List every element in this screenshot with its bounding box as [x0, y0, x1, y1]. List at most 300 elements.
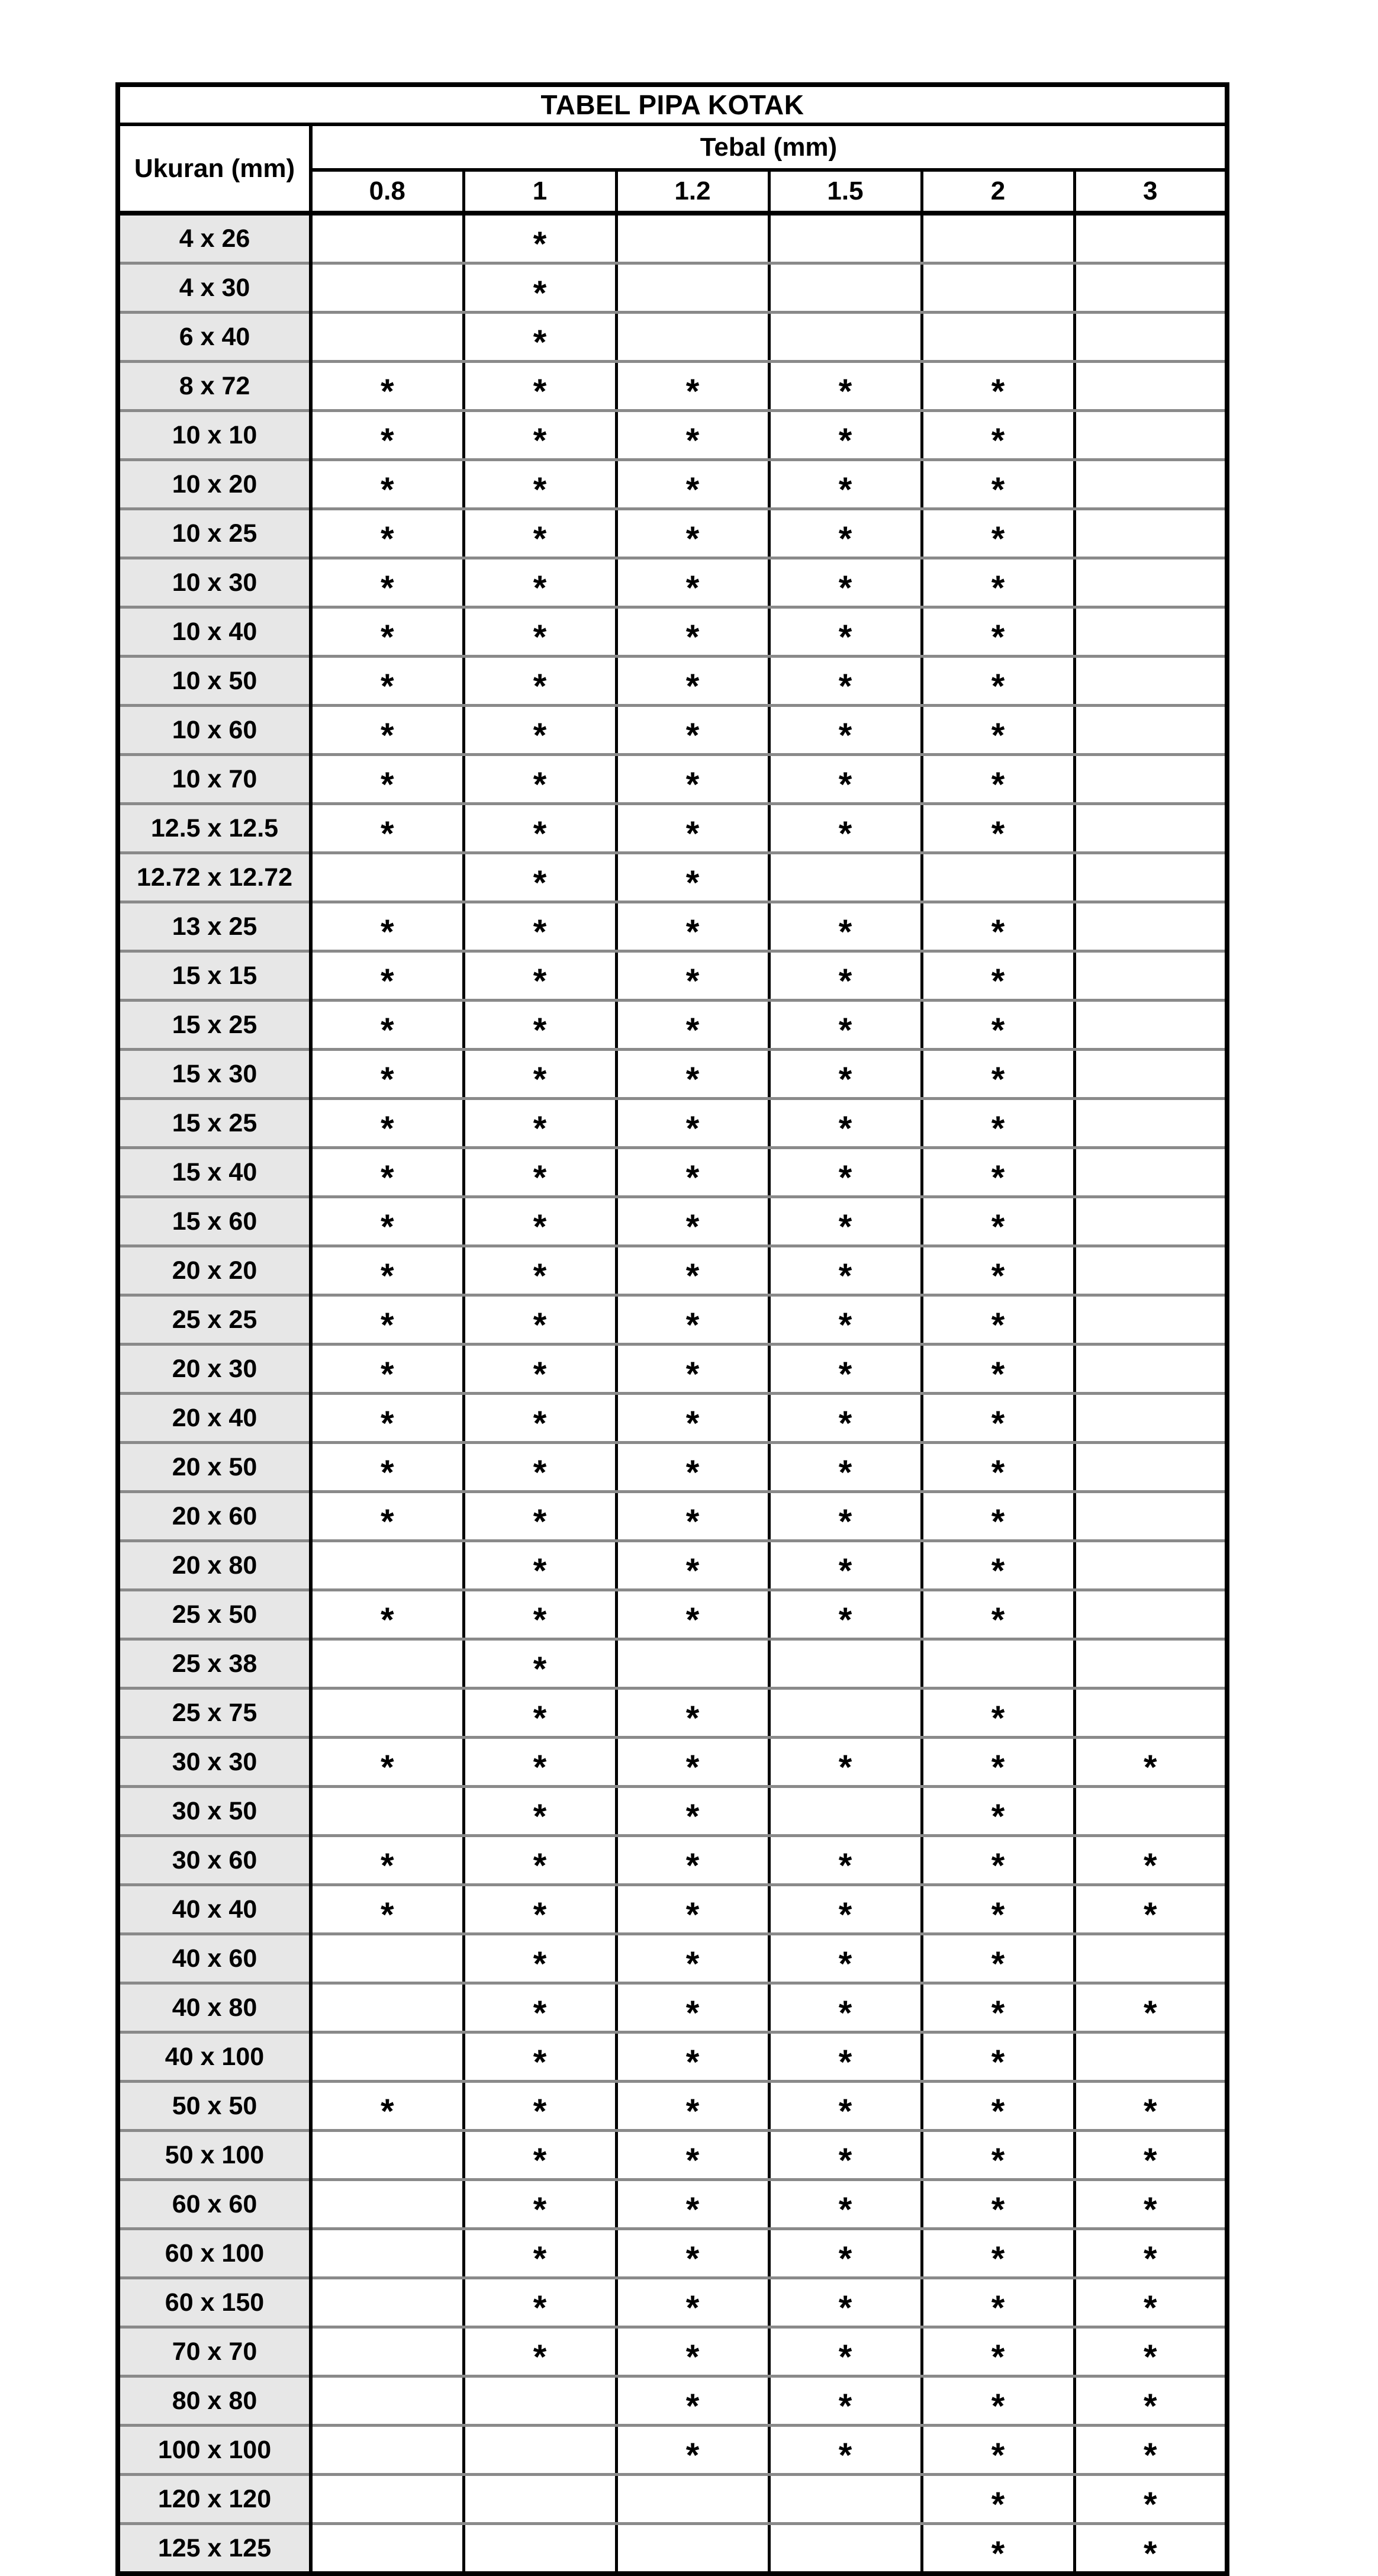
availability-mark: * [1074, 2278, 1227, 2327]
availability-mark: * [616, 2229, 769, 2278]
availability-empty [311, 2278, 463, 2327]
size-label: 15 x 40 [118, 1148, 311, 1197]
availability-mark: * [922, 1099, 1074, 1148]
availability-empty [1074, 1492, 1227, 1541]
size-label: 8 x 72 [118, 362, 311, 411]
availability-empty [769, 2524, 922, 2574]
availability-mark: * [463, 460, 616, 509]
size-label: 15 x 25 [118, 1001, 311, 1050]
availability-mark: * [311, 1492, 463, 1541]
availability-empty [922, 313, 1074, 362]
availability-empty [311, 2376, 463, 2426]
availability-mark: * [769, 755, 922, 804]
availability-mark: * [922, 1885, 1074, 1934]
availability-mark: * [616, 1836, 769, 1885]
availability-mark: * [463, 706, 616, 755]
availability-mark: * [922, 1934, 1074, 1983]
size-label: 12.72 x 12.72 [118, 853, 311, 902]
availability-mark: * [463, 1885, 616, 1934]
availability-mark: * [616, 657, 769, 706]
availability-mark: * [311, 411, 463, 460]
availability-mark: * [616, 1738, 769, 1787]
table-row [118, 213, 1227, 263]
availability-mark: * [616, 1050, 769, 1099]
availability-mark: * [1074, 2426, 1227, 2475]
thickness-header: 1.5 [769, 170, 922, 213]
table-row [118, 2426, 1227, 2475]
size-label: 70 x 70 [118, 2327, 311, 2376]
availability-mark: * [311, 1246, 463, 1295]
availability-mark: * [922, 2475, 1074, 2524]
size-column-header: Ukuran (mm) [118, 124, 311, 213]
availability-mark: * [311, 1345, 463, 1394]
size-label: 30 x 30 [118, 1738, 311, 1787]
size-label: 80 x 80 [118, 2376, 311, 2426]
availability-mark: * [311, 1590, 463, 1639]
availability-mark: * [769, 2426, 922, 2475]
availability-mark: * [1074, 1836, 1227, 1885]
availability-mark: * [616, 1394, 769, 1443]
availability-empty [1074, 1050, 1227, 1099]
table-row [118, 1885, 1227, 1934]
availability-mark: * [922, 706, 1074, 755]
availability-empty [311, 1983, 463, 2033]
availability-mark: * [1074, 2180, 1227, 2229]
availability-mark: * [463, 1639, 616, 1689]
availability-mark: * [463, 558, 616, 607]
availability-mark: * [922, 1787, 1074, 1836]
table-row [118, 1295, 1227, 1345]
table-row [118, 2229, 1227, 2278]
availability-mark: * [463, 902, 616, 951]
availability-mark: * [311, 1001, 463, 1050]
availability-empty [769, 263, 922, 313]
availability-mark: * [463, 1590, 616, 1639]
availability-mark: * [769, 509, 922, 558]
size-label: 15 x 60 [118, 1197, 311, 1246]
availability-mark: * [616, 1099, 769, 1148]
availability-mark: * [922, 1246, 1074, 1295]
size-label: 15 x 15 [118, 951, 311, 1001]
table-row [118, 853, 1227, 902]
table-row [118, 1836, 1227, 1885]
availability-mark: * [616, 902, 769, 951]
availability-mark: * [463, 1099, 616, 1148]
availability-empty [311, 1934, 463, 1983]
availability-mark: * [616, 607, 769, 657]
availability-mark: * [769, 1197, 922, 1246]
table-row [118, 755, 1227, 804]
availability-mark: * [769, 1983, 922, 2033]
availability-empty [1074, 1639, 1227, 1689]
header-row-groups [118, 124, 1227, 170]
table-row [118, 1492, 1227, 1541]
availability-mark: * [311, 1099, 463, 1148]
availability-empty [311, 2033, 463, 2082]
availability-empty [1074, 1345, 1227, 1394]
size-label: 20 x 60 [118, 1492, 311, 1541]
availability-mark: * [311, 1295, 463, 1345]
table-row [118, 2278, 1227, 2327]
size-label: 100 x 100 [118, 2426, 311, 2475]
size-label: 10 x 30 [118, 558, 311, 607]
availability-mark: * [769, 804, 922, 853]
title-row [118, 85, 1227, 124]
availability-mark: * [922, 460, 1074, 509]
availability-mark: * [769, 460, 922, 509]
size-label: 40 x 80 [118, 1983, 311, 2033]
availability-mark: * [1074, 2327, 1227, 2376]
table-row [118, 2327, 1227, 2376]
table-row [118, 706, 1227, 755]
availability-mark: * [616, 755, 769, 804]
availability-empty [311, 263, 463, 313]
size-label: 6 x 40 [118, 313, 311, 362]
availability-mark: * [769, 1492, 922, 1541]
availability-mark: * [463, 607, 616, 657]
availability-mark: * [616, 2082, 769, 2131]
availability-mark: * [616, 706, 769, 755]
availability-mark: * [616, 558, 769, 607]
availability-mark: * [311, 460, 463, 509]
thickness-header: 1.2 [616, 170, 769, 213]
table-row [118, 1738, 1227, 1787]
table-row [118, 2475, 1227, 2524]
availability-mark: * [463, 1836, 616, 1885]
thickness-header: 0.8 [311, 170, 463, 213]
availability-mark: * [311, 1738, 463, 1787]
availability-mark: * [311, 1148, 463, 1197]
availability-empty [311, 2180, 463, 2229]
availability-mark: * [616, 1541, 769, 1590]
availability-mark: * [616, 1148, 769, 1197]
availability-mark: * [922, 2426, 1074, 2475]
table-row [118, 460, 1227, 509]
availability-empty [1074, 607, 1227, 657]
size-label: 25 x 38 [118, 1639, 311, 1689]
availability-mark: * [463, 1050, 616, 1099]
availability-mark: * [922, 2131, 1074, 2180]
availability-mark: * [922, 804, 1074, 853]
size-label: 125 x 125 [118, 2524, 311, 2574]
availability-mark: * [463, 362, 616, 411]
table-row [118, 1443, 1227, 1492]
availability-empty [616, 313, 769, 362]
availability-mark: * [311, 804, 463, 853]
availability-mark: * [311, 607, 463, 657]
availability-empty [1074, 313, 1227, 362]
availability-empty [1074, 1934, 1227, 1983]
availability-empty [311, 1787, 463, 1836]
availability-empty [1074, 1787, 1227, 1836]
availability-empty [1074, 1295, 1227, 1345]
availability-mark: * [922, 1394, 1074, 1443]
availability-empty [1074, 902, 1227, 951]
availability-mark: * [616, 509, 769, 558]
availability-mark: * [311, 902, 463, 951]
availability-mark: * [311, 1050, 463, 1099]
availability-mark: * [769, 2327, 922, 2376]
availability-empty [922, 853, 1074, 902]
availability-mark: * [311, 706, 463, 755]
availability-mark: * [769, 657, 922, 706]
availability-mark: * [769, 1836, 922, 1885]
availability-mark: * [463, 1345, 616, 1394]
availability-mark: * [769, 1050, 922, 1099]
table-row [118, 1050, 1227, 1099]
size-label: 30 x 50 [118, 1787, 311, 1836]
availability-mark: * [463, 1148, 616, 1197]
size-label: 10 x 40 [118, 607, 311, 657]
availability-mark: * [311, 1885, 463, 1934]
size-label: 20 x 30 [118, 1345, 311, 1394]
availability-mark: * [463, 755, 616, 804]
availability-mark: * [1074, 1885, 1227, 1934]
availability-empty [1074, 1197, 1227, 1246]
table-row [118, 2180, 1227, 2229]
size-label: 10 x 60 [118, 706, 311, 755]
availability-mark: * [922, 1050, 1074, 1099]
availability-mark: * [463, 1295, 616, 1345]
availability-mark: * [463, 1246, 616, 1295]
size-label: 25 x 75 [118, 1689, 311, 1738]
availability-mark: * [463, 2229, 616, 2278]
availability-mark: * [463, 1787, 616, 1836]
availability-mark: * [922, 2229, 1074, 2278]
availability-mark: * [311, 2082, 463, 2131]
availability-empty [1074, 1246, 1227, 1295]
table-row [118, 1541, 1227, 1590]
table-row [118, 1689, 1227, 1738]
thickness-group-header: Tebal (mm) [311, 124, 1227, 170]
availability-mark: * [769, 951, 922, 1001]
availability-empty [1074, 1541, 1227, 1590]
thickness-header: 3 [1074, 170, 1227, 213]
table-row [118, 902, 1227, 951]
table-row [118, 1934, 1227, 1983]
availability-mark: * [616, 1001, 769, 1050]
availability-mark: * [922, 1541, 1074, 1590]
availability-mark: * [922, 1001, 1074, 1050]
availability-empty [311, 1541, 463, 1590]
availability-mark: * [922, 1148, 1074, 1197]
availability-mark: * [616, 951, 769, 1001]
availability-mark: * [463, 1541, 616, 1590]
availability-empty [1074, 657, 1227, 706]
size-label: 10 x 25 [118, 509, 311, 558]
availability-mark: * [769, 411, 922, 460]
availability-empty [311, 2524, 463, 2574]
availability-mark: * [769, 706, 922, 755]
availability-mark: * [769, 1885, 922, 1934]
availability-mark: * [463, 263, 616, 313]
availability-empty [1074, 1443, 1227, 1492]
availability-mark: * [311, 951, 463, 1001]
availability-mark: * [922, 509, 1074, 558]
table-row [118, 411, 1227, 460]
availability-empty [311, 2131, 463, 2180]
availability-mark: * [463, 1443, 616, 1492]
availability-empty [1074, 263, 1227, 313]
availability-empty [1074, 804, 1227, 853]
availability-mark: * [922, 902, 1074, 951]
size-label: 40 x 60 [118, 1934, 311, 1983]
availability-mark: * [769, 362, 922, 411]
table-row [118, 1148, 1227, 1197]
availability-mark: * [311, 558, 463, 607]
availability-mark: * [311, 755, 463, 804]
availability-empty [1074, 558, 1227, 607]
availability-empty [311, 853, 463, 902]
table-row [118, 313, 1227, 362]
availability-mark: * [463, 2278, 616, 2327]
availability-mark: * [769, 1345, 922, 1394]
availability-empty [922, 213, 1074, 263]
availability-mark: * [311, 509, 463, 558]
availability-mark: * [616, 362, 769, 411]
size-label: 12.5 x 12.5 [118, 804, 311, 853]
availability-empty [1074, 1099, 1227, 1148]
availability-empty [616, 263, 769, 313]
availability-mark: * [1074, 1983, 1227, 2033]
table-row [118, 1590, 1227, 1639]
availability-mark: * [616, 2376, 769, 2426]
availability-empty [769, 853, 922, 902]
table-row [118, 1983, 1227, 2033]
size-label: 50 x 50 [118, 2082, 311, 2131]
availability-mark: * [922, 1197, 1074, 1246]
availability-empty [769, 1689, 922, 1738]
size-label: 30 x 60 [118, 1836, 311, 1885]
availability-mark: * [463, 1738, 616, 1787]
size-label: 4 x 30 [118, 263, 311, 313]
size-label: 50 x 100 [118, 2131, 311, 2180]
availability-empty [1074, 755, 1227, 804]
size-label: 60 x 60 [118, 2180, 311, 2229]
availability-mark: * [616, 1590, 769, 1639]
availability-empty [1074, 1590, 1227, 1639]
availability-mark: * [616, 1443, 769, 1492]
availability-mark: * [769, 607, 922, 657]
pipa-kotak-table [115, 82, 1229, 2576]
availability-mark: * [311, 1197, 463, 1246]
size-label: 20 x 40 [118, 1394, 311, 1443]
availability-mark: * [463, 2180, 616, 2229]
table-row [118, 2082, 1227, 2131]
availability-mark: * [922, 607, 1074, 657]
availability-mark: * [616, 2180, 769, 2229]
availability-mark: * [463, 951, 616, 1001]
table-row [118, 804, 1227, 853]
availability-empty [1074, 1148, 1227, 1197]
thickness-header: 2 [922, 170, 1074, 213]
availability-mark: * [463, 1197, 616, 1246]
size-label: 25 x 50 [118, 1590, 311, 1639]
availability-empty [1074, 1394, 1227, 1443]
availability-empty [1074, 362, 1227, 411]
availability-mark: * [616, 2426, 769, 2475]
size-label: 40 x 40 [118, 1885, 311, 1934]
availability-empty [311, 2327, 463, 2376]
availability-empty [769, 2475, 922, 2524]
table-row [118, 1001, 1227, 1050]
availability-mark: * [922, 1738, 1074, 1787]
availability-mark: * [769, 1590, 922, 1639]
availability-empty [463, 2475, 616, 2524]
availability-empty [311, 2426, 463, 2475]
availability-mark: * [769, 1934, 922, 1983]
availability-mark: * [463, 213, 616, 263]
availability-mark: * [616, 1197, 769, 1246]
size-label: 25 x 25 [118, 1295, 311, 1345]
availability-mark: * [769, 2229, 922, 2278]
availability-mark: * [769, 2131, 922, 2180]
availability-mark: * [463, 2131, 616, 2180]
availability-mark: * [463, 804, 616, 853]
availability-empty [922, 1639, 1074, 1689]
availability-mark: * [311, 657, 463, 706]
size-label: 40 x 100 [118, 2033, 311, 2082]
table-row [118, 2033, 1227, 2082]
availability-mark: * [769, 558, 922, 607]
availability-empty [1074, 853, 1227, 902]
size-label: 60 x 150 [118, 2278, 311, 2327]
availability-mark: * [769, 902, 922, 951]
availability-mark: * [463, 1934, 616, 1983]
size-label: 10 x 70 [118, 755, 311, 804]
availability-mark: * [769, 2278, 922, 2327]
availability-mark: * [769, 2180, 922, 2229]
availability-mark: * [769, 1246, 922, 1295]
availability-mark: * [616, 1345, 769, 1394]
availability-empty [311, 213, 463, 263]
table-row [118, 951, 1227, 1001]
table-row [118, 2376, 1227, 2426]
availability-mark: * [922, 2180, 1074, 2229]
availability-mark: * [616, 2131, 769, 2180]
availability-mark: * [922, 755, 1074, 804]
availability-mark: * [769, 2033, 922, 2082]
availability-mark: * [922, 1295, 1074, 1345]
table-row [118, 263, 1227, 313]
table-row [118, 362, 1227, 411]
availability-mark: * [616, 1983, 769, 2033]
availability-mark: * [922, 2033, 1074, 2082]
availability-mark: * [922, 362, 1074, 411]
availability-empty [769, 1639, 922, 1689]
availability-mark: * [463, 657, 616, 706]
availability-mark: * [769, 1738, 922, 1787]
availability-mark: * [769, 1001, 922, 1050]
availability-mark: * [922, 1345, 1074, 1394]
size-label: 13 x 25 [118, 902, 311, 951]
size-label: 10 x 20 [118, 460, 311, 509]
availability-empty [769, 213, 922, 263]
availability-mark: * [311, 1836, 463, 1885]
table-row [118, 1246, 1227, 1295]
availability-mark: * [922, 2376, 1074, 2426]
availability-empty [311, 2475, 463, 2524]
availability-mark: * [463, 1689, 616, 1738]
availability-empty [463, 2426, 616, 2475]
availability-mark: * [463, 509, 616, 558]
availability-mark: * [769, 1099, 922, 1148]
availability-mark: * [616, 1492, 769, 1541]
table-title: TABEL PIPA KOTAK [118, 85, 1227, 124]
table-row [118, 657, 1227, 706]
table-row [118, 607, 1227, 657]
table-row [118, 1787, 1227, 1836]
